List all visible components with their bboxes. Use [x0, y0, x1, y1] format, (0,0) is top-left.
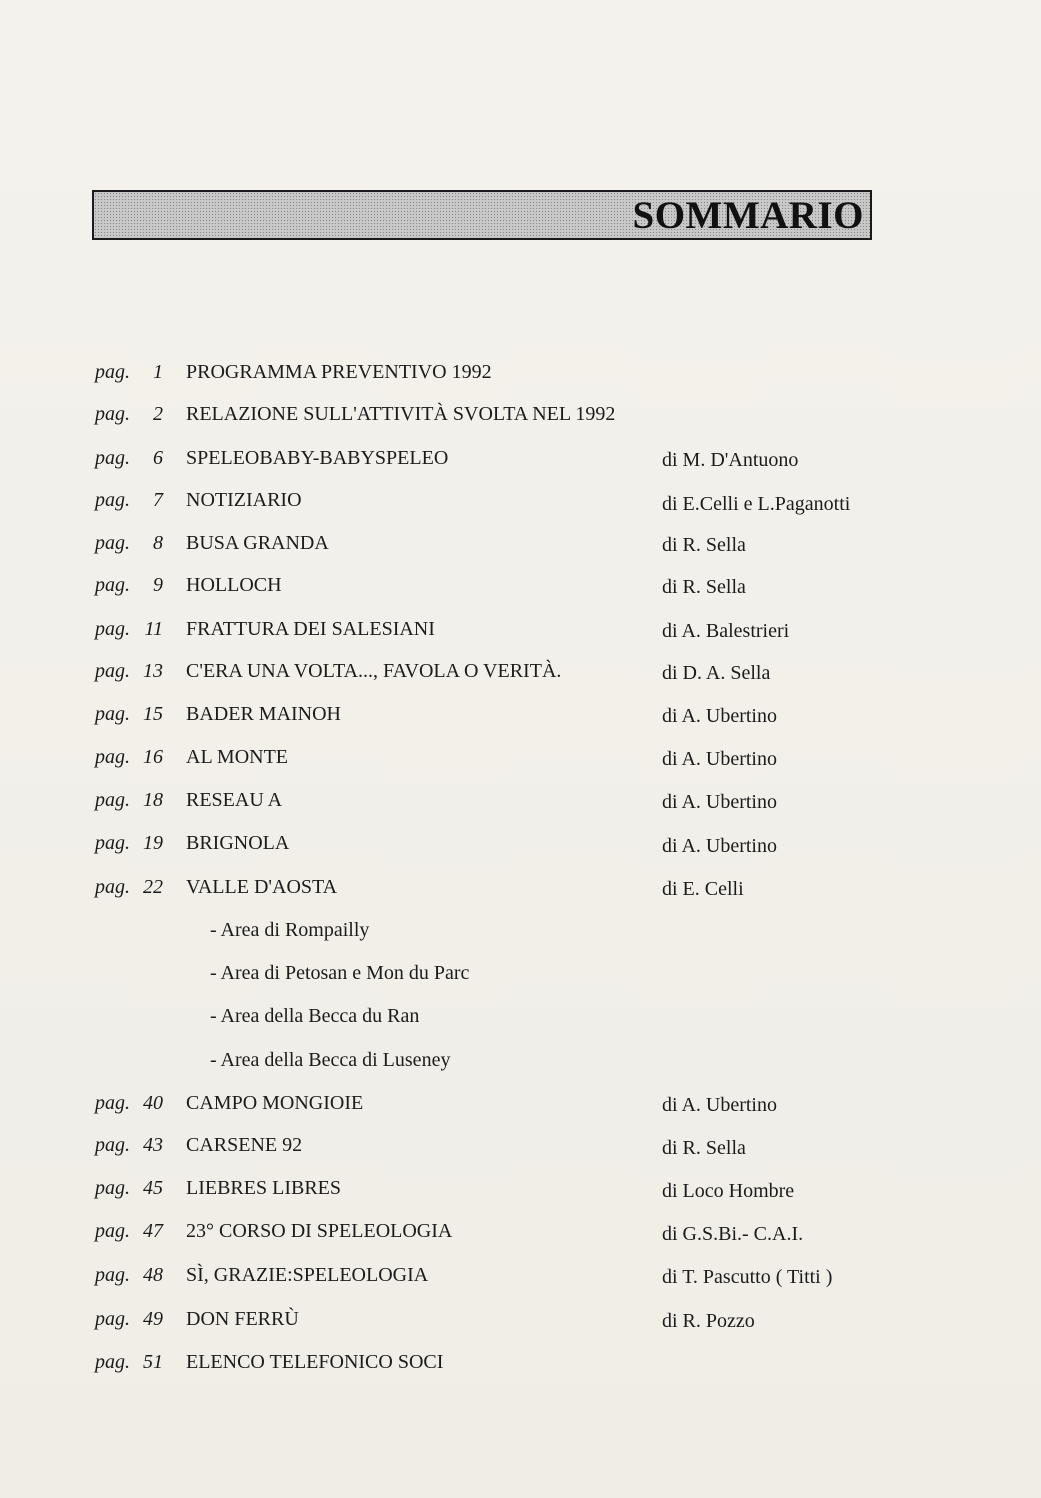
- toc-author: di A. Balestrieri: [662, 620, 790, 642]
- toc-title: CAMPO MONGIOIE: [186, 1092, 364, 1114]
- toc-entry: [0, 872, 1041, 902]
- pag-number: 45: [143, 1177, 163, 1199]
- toc-entry: [0, 1260, 1041, 1290]
- toc-author: di R. Pozzo: [662, 1310, 755, 1332]
- pag-label: pag.: [95, 403, 130, 425]
- toc-author: di R. Sella: [662, 534, 746, 556]
- toc-subitem: - Area della Becca di Luseney: [210, 1049, 451, 1071]
- toc-title: AL MONTE: [186, 746, 289, 768]
- toc-subitem: - Area della Becca du Ran: [210, 1005, 420, 1027]
- toc-entry: [0, 399, 1041, 429]
- pag-label: pag.: [95, 832, 130, 854]
- pag-label: pag.: [95, 746, 130, 768]
- pag-label: pag.: [95, 660, 130, 682]
- toc-page-ref: [95, 1216, 163, 1246]
- toc-entry: [0, 357, 1041, 387]
- toc-author: di G.S.Bi.- C.A.I.: [662, 1223, 804, 1245]
- toc-title: NOTIZIARIO: [186, 489, 302, 511]
- toc-author: di Loco Hombre: [662, 1180, 795, 1202]
- pag-number: 7: [153, 489, 163, 511]
- toc-author: di A. Ubertino: [662, 835, 777, 857]
- pag-label: pag.: [95, 361, 130, 383]
- pag-label: pag.: [95, 1134, 130, 1156]
- pag-label: pag.: [95, 876, 130, 898]
- toc-page-ref: [95, 872, 163, 902]
- toc-author: di A. Ubertino: [662, 705, 777, 727]
- toc-subitem: - Area di Rompailly: [210, 919, 370, 941]
- toc-page-ref: [95, 1304, 163, 1334]
- toc-title: VALLE D'AOSTA: [186, 876, 338, 898]
- toc-title: 23° CORSO DI SPELEOLOGIA: [186, 1220, 453, 1242]
- toc-title: SÌ, GRAZIE:SPELEOLOGIA: [186, 1264, 429, 1286]
- toc-title: PROGRAMMA PREVENTIVO 1992: [186, 361, 492, 383]
- pag-number: 40: [143, 1092, 163, 1114]
- pag-number: 16: [143, 746, 163, 768]
- pag-number: 8: [153, 532, 163, 554]
- pag-number: 18: [143, 789, 163, 811]
- pag-number: 19: [143, 832, 163, 854]
- page-title: SOMMARIO: [632, 194, 864, 237]
- toc-page-ref: [95, 828, 163, 858]
- toc-title: RESEAU A: [186, 789, 283, 811]
- header-banner: [92, 190, 872, 240]
- toc-page-ref: [95, 785, 163, 815]
- toc-page-ref: [95, 570, 163, 600]
- pag-number: 51: [143, 1351, 163, 1373]
- toc-title: CARSENE 92: [186, 1134, 303, 1156]
- toc-author: di E.Celli e L.Paganotti: [662, 493, 851, 515]
- pag-number: 49: [143, 1308, 163, 1330]
- toc-page-ref: [95, 1088, 163, 1118]
- toc-page-ref: [95, 1130, 163, 1160]
- toc-author: di R. Sella: [662, 576, 746, 598]
- toc-title: BUSA GRANDA: [186, 532, 329, 554]
- toc-title: FRATTURA DEI SALESIANI: [186, 618, 435, 640]
- toc-author: di A. Ubertino: [662, 748, 777, 770]
- toc-entry: [0, 1304, 1041, 1334]
- toc-entry: [0, 614, 1041, 644]
- pag-label: pag.: [95, 703, 130, 725]
- toc-entry: [0, 742, 1041, 772]
- pag-label: pag.: [95, 574, 130, 596]
- pag-number: 13: [143, 660, 163, 682]
- toc-entry: [0, 528, 1041, 558]
- toc-title: BRIGNOLA: [186, 832, 290, 854]
- toc-page-ref: [95, 485, 163, 515]
- pag-number: 47: [143, 1220, 163, 1242]
- toc-entry: [0, 656, 1041, 686]
- toc-title: BADER MAINOH: [186, 703, 341, 725]
- pag-label: pag.: [95, 532, 130, 554]
- toc-page-ref: [95, 399, 163, 429]
- toc-page-ref: [95, 656, 163, 686]
- pag-number: 48: [143, 1264, 163, 1286]
- pag-number: 6: [153, 447, 163, 469]
- toc-entry: [0, 1130, 1041, 1160]
- toc-author: di M. D'Antuono: [662, 449, 799, 471]
- toc-title: SPELEOBABY-BABYSPELEO: [186, 447, 449, 469]
- toc-page-ref: [95, 1347, 163, 1377]
- pag-label: pag.: [95, 618, 130, 640]
- toc-author: di T. Pascutto ( Titti ): [662, 1266, 833, 1288]
- toc-author: di R. Sella: [662, 1137, 746, 1159]
- toc-page-ref: [95, 443, 163, 473]
- toc-entry: [0, 785, 1041, 815]
- toc-title: HOLLOCH: [186, 574, 282, 596]
- toc-title: C'ERA UNA VOLTA..., FAVOLA O VERITÀ.: [186, 660, 562, 682]
- pag-label: pag.: [95, 789, 130, 811]
- pag-number: 22: [143, 876, 163, 898]
- toc-entry: [0, 1173, 1041, 1203]
- pag-label: pag.: [95, 1092, 130, 1114]
- toc-page-ref: [95, 357, 163, 387]
- pag-number: 9: [153, 574, 163, 596]
- pag-number: 1: [153, 361, 163, 383]
- toc-author: di E. Celli: [662, 878, 744, 900]
- toc-title: DON FERRÙ: [186, 1308, 299, 1330]
- pag-label: pag.: [95, 489, 130, 511]
- toc-entry: [0, 828, 1041, 858]
- toc-author: di A. Ubertino: [662, 1094, 777, 1116]
- pag-number: 2: [153, 403, 163, 425]
- toc-page-ref: [95, 742, 163, 772]
- toc-page-ref: [95, 614, 163, 644]
- pag-label: pag.: [95, 447, 130, 469]
- toc-entry: [0, 699, 1041, 729]
- pag-label: pag.: [95, 1264, 130, 1286]
- toc-page-ref: [95, 528, 163, 558]
- toc-entry: [0, 485, 1041, 515]
- pag-number: 11: [144, 618, 163, 640]
- toc-entry: [0, 443, 1041, 473]
- toc-entry: [0, 1347, 1041, 1377]
- toc-title: ELENCO TELEFONICO SOCI: [186, 1351, 444, 1373]
- toc-title: LIEBRES LIBRES: [186, 1177, 342, 1199]
- pag-label: pag.: [95, 1177, 130, 1199]
- toc-page-ref: [95, 699, 163, 729]
- pag-number: 15: [143, 703, 163, 725]
- toc-page-ref: [95, 1173, 163, 1203]
- toc-author: di D. A. Sella: [662, 662, 771, 684]
- toc-title: RELAZIONE SULL'ATTIVITÀ SVOLTA NEL 1992: [186, 403, 616, 425]
- pag-label: pag.: [95, 1351, 130, 1373]
- toc-entry: [0, 570, 1041, 600]
- toc-author: di A. Ubertino: [662, 791, 777, 813]
- pag-label: pag.: [95, 1308, 130, 1330]
- toc-page-ref: [95, 1260, 163, 1290]
- toc-entry: [0, 1088, 1041, 1118]
- pag-label: pag.: [95, 1220, 130, 1242]
- pag-number: 43: [143, 1134, 163, 1156]
- toc-subitem: - Area di Petosan e Mon du Parc: [210, 962, 470, 984]
- toc-entry: [0, 1216, 1041, 1246]
